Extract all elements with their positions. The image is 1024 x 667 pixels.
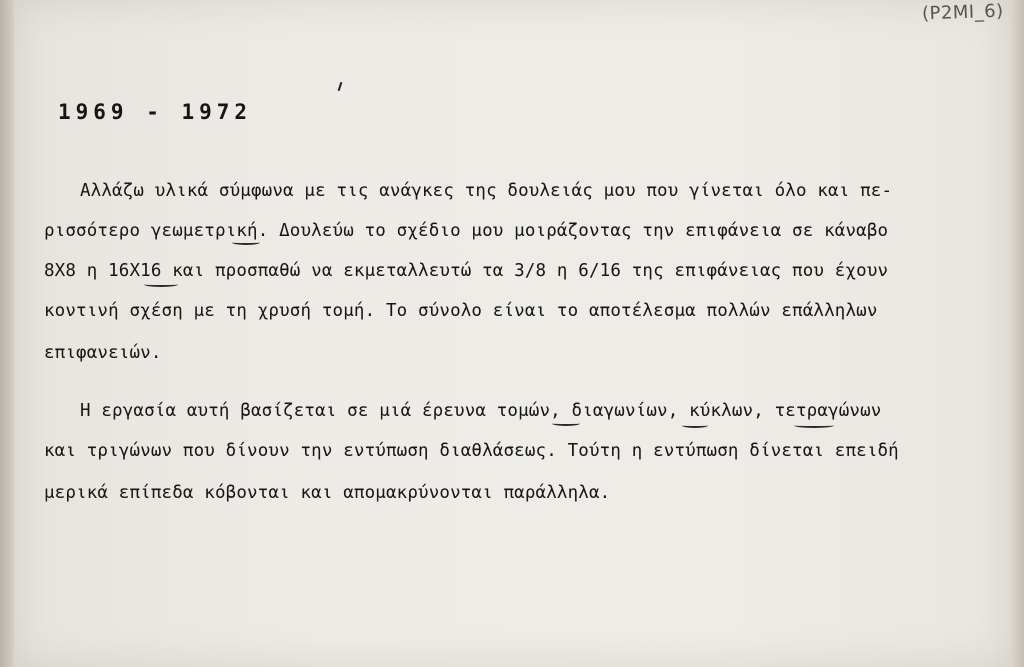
handwritten-underline xyxy=(682,423,708,428)
handwritten-underline xyxy=(552,421,580,426)
page-left-edge xyxy=(0,0,14,667)
paragraph-2-line-3: μερικά επίπεδα κόβονται και απομακρύνονται παράλληλα. xyxy=(44,483,611,503)
handwritten-underline xyxy=(794,423,834,428)
paragraph-1-line-3: 8Χ8 η 16Χ16 και προσπαθώ να εκμεταλλευτώ τα 3/8 η 6/16 της επιφάνειας που έχουν xyxy=(44,261,889,281)
show-through-text xyxy=(74,40,934,620)
paragraph-1-line-4: κοντινή σχέση με τη χρυσή τομή. Το σύνολο είναι το αποτέλεσμα πολλών επάλληλων xyxy=(44,301,878,321)
page-right-edge xyxy=(1010,0,1024,667)
archive-reference-mark: (Ρ2ΜΙ_6) xyxy=(921,0,1004,25)
paragraph-2-line-1: Η εργασία αυτή βασίζεται σε μιά έρευνα τομών, διαγωνίων, κύκλων, τετραγώνων xyxy=(80,401,882,421)
handwritten-underline xyxy=(144,282,178,287)
paragraph-1-line-2: ρισσότερο γεωμετρική. Δουλεύω το σχέδιο μου μοιράζοντας την επιφάνεια σε κάναβο xyxy=(44,221,889,241)
paragraph-1-line-5: επιφανειών. xyxy=(44,343,162,363)
paragraph-2-line-2: και τριγώνων που δίνουν την εντύπωση διαθλάσεως. Τούτη η εντύπωση δίνεται επειδή xyxy=(44,441,899,461)
paragraph-1-line-1: Αλλάζω υλικά σύμφωνα με τις ανάγκες της δουλειάς μου που γίνεται όλο και πε- xyxy=(80,181,893,201)
page-heading: 1969 - 1972 xyxy=(58,100,253,124)
handwritten-underline xyxy=(232,240,260,245)
document-page xyxy=(14,0,1010,667)
